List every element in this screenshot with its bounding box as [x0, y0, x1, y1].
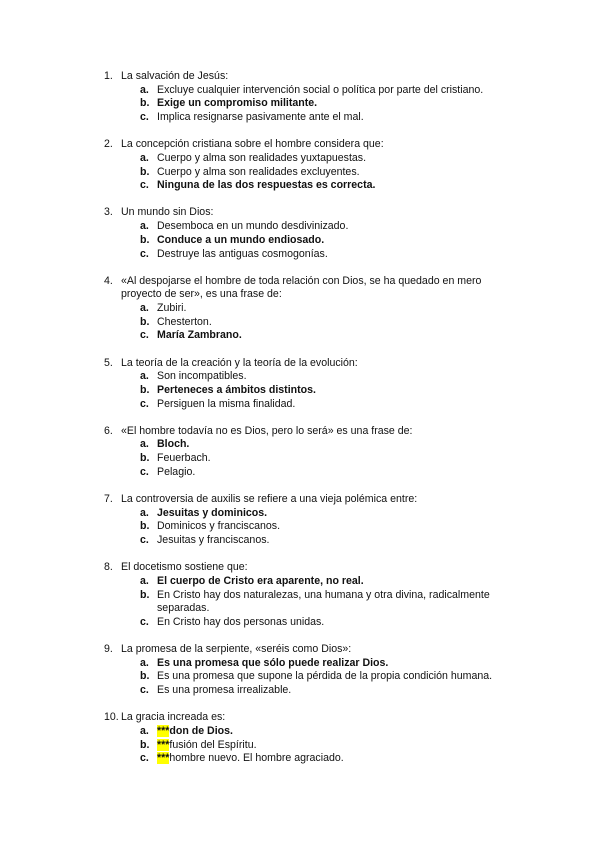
answer-letter: c. [140, 752, 149, 765]
answer-text: En Cristo hay dos naturalezas, una humana y otra divina, radicalmente separadas. [157, 588, 490, 615]
question-text: La teoría de la creación y la teoría de la evolución: [121, 356, 358, 369]
question-7 [104, 493, 524, 548]
answer-text-wrap [157, 84, 524, 98]
answer-text: Jesuitas y franciscanos. [157, 534, 270, 547]
answer-text: Ninguna de las dos respuestas es correcta. [157, 179, 376, 192]
question-10 [104, 711, 524, 766]
question-2 [104, 138, 524, 193]
answer-text-wrap [157, 179, 524, 193]
answer-option [104, 316, 524, 330]
question-number: 9. [104, 643, 113, 656]
answer-text: Chesterton. [157, 315, 212, 328]
question-9 [104, 643, 524, 698]
answer-option [104, 234, 524, 248]
answer-text: Cuerpo y alma son realidades yuxtapuestas. [157, 151, 367, 164]
answer-option [104, 384, 524, 398]
answer-option [104, 670, 524, 684]
answer-text: Dominicos y franciscanos. [157, 520, 281, 533]
question-3 [104, 206, 524, 261]
answer-text-wrap [157, 302, 524, 316]
question-5 [104, 357, 524, 412]
answer-text: Es una promesa irrealizable. [157, 684, 292, 697]
answer-option [104, 248, 524, 262]
answer-option [104, 725, 524, 739]
answer-option [104, 302, 524, 316]
answer-text: don de Dios. [169, 724, 233, 737]
answer-letter: a. [140, 83, 149, 96]
answer-text-wrap [157, 670, 524, 684]
answer-option [104, 398, 524, 412]
answer-text: Es una promesa que sólo puede realizar Dios. [157, 656, 389, 669]
answer-letter: c. [140, 111, 149, 124]
answer-option [104, 684, 524, 698]
question-text: «Al despojarse el hombre de toda relación con Dios, se ha quedado en mero proyecto de ser», es una frase de: [121, 274, 482, 301]
answer-option [104, 370, 524, 384]
answer-option [104, 438, 524, 452]
question-number: 1. [104, 70, 113, 82]
answer-text-wrap [157, 752, 524, 766]
answer-text-wrap [157, 316, 524, 330]
answer-letter: c. [140, 684, 149, 697]
question-number: 2. [104, 138, 113, 151]
answer-text: Excluye cualquier intervención social o política por parte del cristiano. [157, 83, 484, 96]
answer-text: Es una promesa que supone la pérdida de la propia condición humana. [157, 670, 493, 683]
answer-text: Cuerpo y alma son realidades excluyentes. [157, 165, 360, 178]
answer-text-wrap [157, 166, 524, 180]
answer-text-wrap [157, 220, 524, 234]
question-text: La concepción cristiana sobre el hombre considera que: [121, 138, 384, 151]
answer-text-wrap [157, 575, 524, 589]
answer-text-wrap [157, 534, 524, 548]
answer-option [104, 752, 524, 766]
answer-list [104, 725, 524, 766]
question-4 [104, 275, 524, 344]
answer-letter: c. [140, 615, 149, 628]
answer-list [104, 507, 524, 548]
answer-option [104, 97, 524, 111]
answer-letter: a. [140, 656, 149, 669]
question-number: 5. [104, 356, 113, 369]
answer-text: Persiguen la misma finalidad. [157, 397, 296, 410]
question-number: 7. [104, 492, 113, 505]
answer-list [104, 84, 524, 125]
answer-text: En Cristo hay dos personas unidas. [157, 615, 325, 628]
question-text: El docetismo sostiene que: [121, 561, 248, 574]
answer-letter: b. [140, 452, 150, 465]
answer-option [104, 520, 524, 534]
answer-letter: a. [140, 724, 149, 737]
question-text: La promesa de la serpiente, «seréis como Dios»: [121, 643, 352, 656]
answer-text: Zubiri. [157, 302, 187, 315]
question-number: 6. [104, 424, 113, 437]
answer-option [104, 329, 524, 343]
answer-list [104, 575, 524, 630]
answer-option [104, 507, 524, 521]
answer-text: Son incompatibles. [157, 370, 247, 383]
answer-text-wrap [157, 616, 524, 630]
answer-text-wrap [157, 438, 524, 452]
answer-list [104, 220, 524, 261]
answer-text: Destruye las antiguas cosmogonías. [157, 247, 328, 260]
highlight-marker: *** [157, 724, 170, 737]
question-number: 4. [104, 274, 113, 287]
answer-letter: a. [140, 438, 149, 451]
answer-text-wrap [157, 739, 524, 753]
question-number: 3. [104, 206, 113, 219]
answer-list [104, 438, 524, 479]
answer-option [104, 739, 524, 753]
answer-letter: c. [140, 534, 149, 547]
answer-text: Feuerbach. [157, 452, 211, 465]
answer-text: Implica resignarse pasivamente ante el mal. [157, 111, 364, 124]
answer-letter: a. [140, 220, 149, 233]
answer-letter: c. [140, 179, 149, 192]
question-1 [104, 70, 524, 125]
highlight-marker: *** [157, 752, 170, 765]
answer-list [104, 370, 524, 411]
answer-text: Conduce a un mundo endiosado. [157, 233, 325, 246]
answer-text: María Zambrano. [157, 329, 242, 342]
question-text: La gracia increada es: [121, 711, 226, 724]
answer-text-wrap [157, 329, 524, 343]
answer-text-wrap [157, 97, 524, 111]
answer-option [104, 220, 524, 234]
answer-option [104, 616, 524, 630]
answer-text-wrap [157, 657, 524, 671]
answer-option [104, 466, 524, 480]
answer-letter: a. [140, 574, 149, 587]
answer-text: fusión del Espíritu. [169, 738, 257, 751]
answer-letter: c. [140, 465, 149, 478]
answer-text-wrap [157, 589, 524, 616]
answer-text-wrap [157, 520, 524, 534]
answer-letter: a. [140, 506, 149, 519]
answer-letter: c. [140, 329, 149, 342]
question-line [104, 206, 524, 220]
question-line [104, 643, 524, 657]
answer-letter: a. [140, 151, 149, 164]
question-text: Un mundo sin Dios: [121, 206, 214, 219]
answer-option [104, 452, 524, 466]
answer-text: Pelagio. [157, 465, 196, 478]
answer-option [104, 111, 524, 125]
answer-letter: b. [140, 233, 150, 246]
answer-text-wrap [157, 507, 524, 521]
answer-option [104, 589, 524, 616]
answer-letter: c. [140, 397, 149, 410]
answer-text-wrap [157, 384, 524, 398]
answer-option [104, 152, 524, 166]
answer-option [104, 534, 524, 548]
answer-letter: b. [140, 383, 150, 396]
answer-option [104, 657, 524, 671]
question-line [104, 711, 524, 725]
highlight-marker: *** [157, 738, 170, 751]
answer-text: hombre nuevo. El hombre agraciado. [169, 752, 344, 765]
answer-text-wrap [157, 452, 524, 466]
answer-letter: b. [140, 165, 150, 178]
answer-letter: c. [140, 247, 149, 260]
answer-list [104, 657, 524, 698]
answer-letter: b. [140, 738, 150, 751]
answer-letter: a. [140, 370, 149, 383]
answer-text-wrap [157, 248, 524, 262]
question-number: 8. [104, 561, 113, 574]
question-line [104, 357, 524, 371]
answer-text: El cuerpo de Cristo era aparente, no real. [157, 574, 364, 587]
answer-option [104, 84, 524, 98]
question-line [104, 275, 524, 302]
answer-text-wrap [157, 725, 524, 739]
answer-text: Desemboca en un mundo desdivinizado. [157, 220, 349, 233]
answer-option [104, 179, 524, 193]
answer-letter: b. [140, 670, 150, 683]
question-text: La controversia de auxilis se refiere a una vieja polémica entre: [121, 492, 418, 505]
answer-text-wrap [157, 370, 524, 384]
answer-text-wrap [157, 684, 524, 698]
answer-text: Bloch. [157, 438, 190, 451]
question-8 [104, 561, 524, 630]
question-number: 10. [104, 711, 119, 724]
answer-list [104, 302, 524, 343]
answer-option [104, 575, 524, 589]
question-6 [104, 425, 524, 480]
question-line [104, 493, 524, 507]
question-line [104, 561, 524, 575]
question-line [104, 70, 524, 84]
answer-list [104, 152, 524, 193]
answer-letter: b. [140, 588, 150, 601]
answer-text-wrap [157, 152, 524, 166]
answer-text-wrap [157, 398, 524, 412]
answer-text-wrap [157, 111, 524, 125]
answer-letter: b. [140, 97, 150, 110]
question-list [104, 70, 524, 779]
question-text: La salvación de Jesús: [121, 70, 229, 82]
answer-text-wrap [157, 466, 524, 480]
answer-letter: b. [140, 315, 150, 328]
answer-text: Jesuitas y dominicos. [157, 506, 268, 519]
question-text: «El hombre todavía no es Dios, pero lo será» es una frase de: [121, 424, 413, 437]
answer-option [104, 166, 524, 180]
answer-letter: b. [140, 520, 150, 533]
question-line [104, 138, 524, 152]
answer-text: Exige un compromiso militante. [157, 97, 318, 110]
answer-letter: a. [140, 302, 149, 315]
answer-text: Perteneces a ámbitos distintos. [157, 383, 316, 396]
question-line [104, 425, 524, 439]
answer-text-wrap [157, 234, 524, 248]
